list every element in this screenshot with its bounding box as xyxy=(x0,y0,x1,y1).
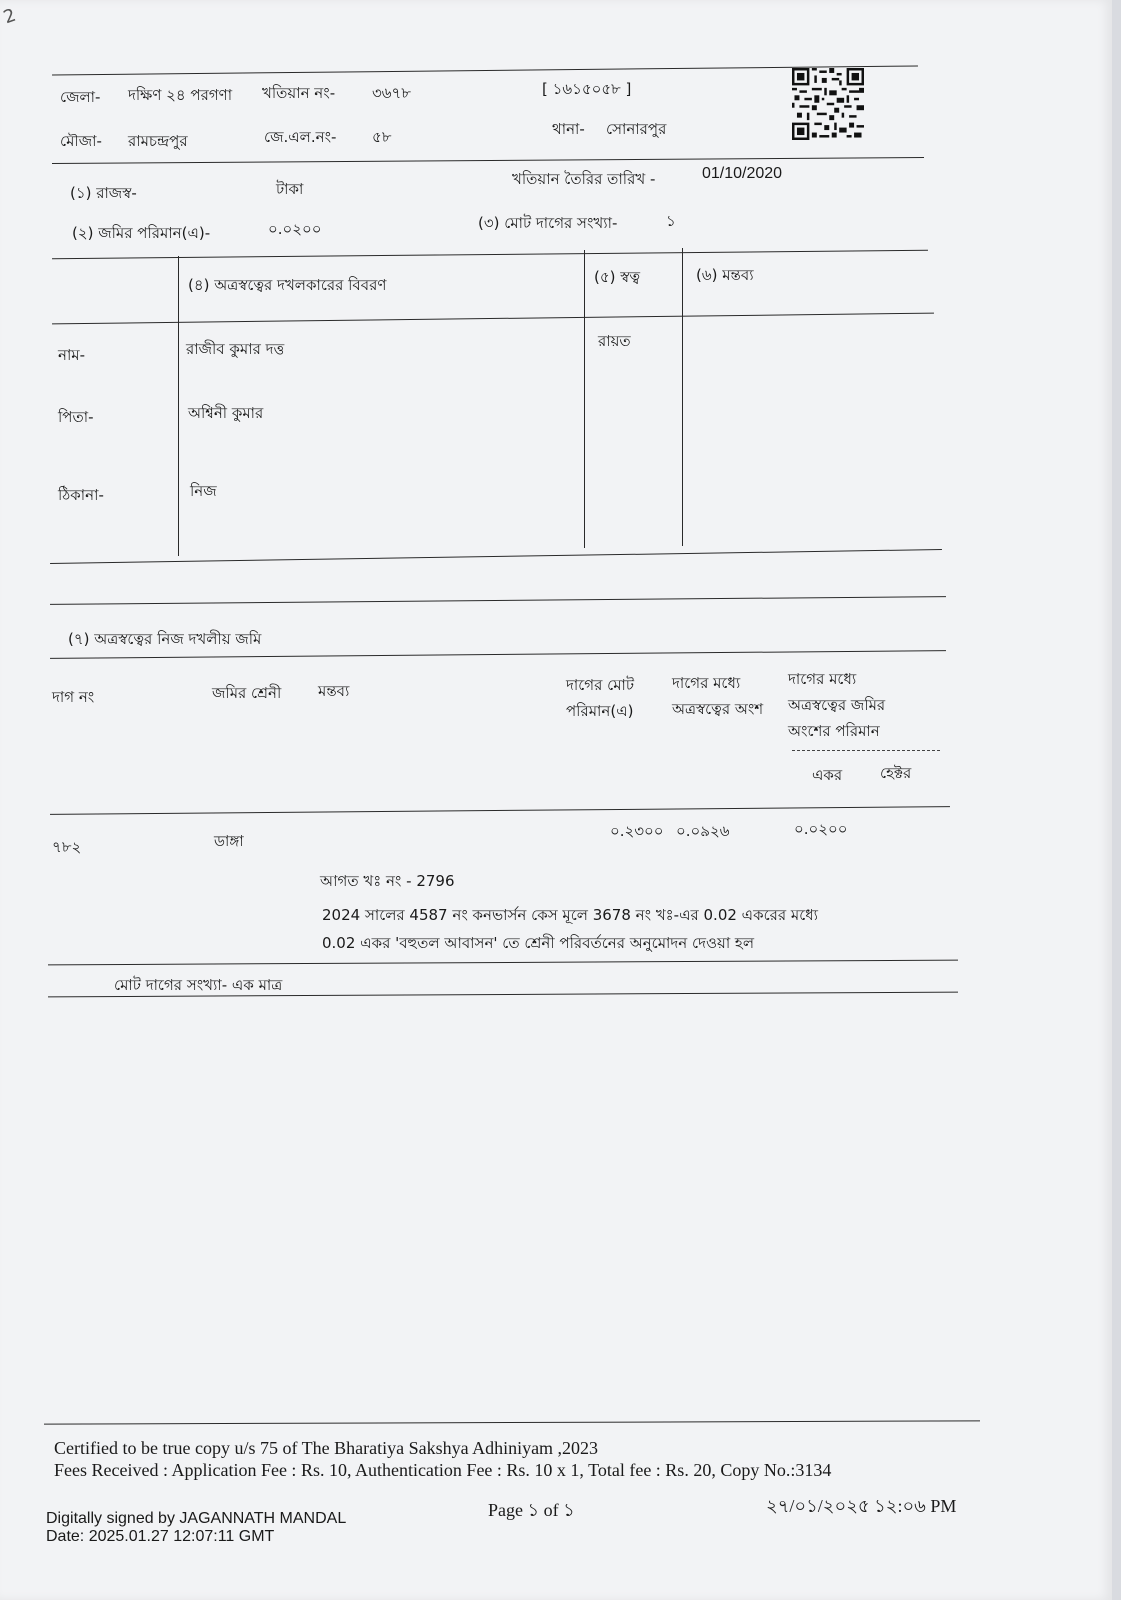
note-bottom-rule xyxy=(48,960,958,966)
owner-col-divider-1 xyxy=(178,256,179,556)
thana-label: থানা- xyxy=(552,120,585,138)
header-top-rule xyxy=(52,65,918,75)
revenue-unit: টাকা xyxy=(276,180,304,198)
date-value: 01/10/2020 xyxy=(702,165,783,182)
owner-table-header-rule xyxy=(52,313,934,325)
mouja-label: মৌজা- xyxy=(60,132,102,150)
land-top-rule xyxy=(50,596,946,605)
name-label: নাম- xyxy=(58,346,86,364)
land-area-label: (২) জমির পরিমান(এ)- xyxy=(72,224,211,242)
owner-col-divider-2 xyxy=(584,250,585,548)
col-class: জমির শ্রেনী xyxy=(212,684,282,702)
land-area-value: ০.০২০০ xyxy=(268,220,322,238)
row-total-area: ০.২৩০০ xyxy=(610,822,664,840)
bracket-number: [ ১৬১৫০৫৮ ] xyxy=(542,80,632,98)
jl-label: জে.এল.নং- xyxy=(264,128,337,146)
col4-header: (৪) অত্রস্বত্বের দখলকারের বিবরণ xyxy=(188,276,387,294)
col-total-1: দাগের মোট xyxy=(566,676,635,694)
name-value: রাজীব কুমার দত্ত xyxy=(186,340,285,358)
col6-header: (৬) মন্তব্য xyxy=(696,266,754,284)
print-timestamp: ২৭/০১/২০২৫ ১২:০৬ PM xyxy=(766,1496,957,1516)
col-dag: দাগ নং xyxy=(52,688,95,706)
row-class: ডাঙ্গা xyxy=(214,832,244,850)
khatian-label: খতিয়ান নং- xyxy=(262,84,336,102)
owner-table-top-rule xyxy=(52,250,928,259)
total-dag-label: (৩) মোট দাগের সংখ্যা- xyxy=(478,214,618,232)
row-share: ০.০৯২৬ xyxy=(676,822,730,840)
jela-label: জেলা- xyxy=(60,88,101,106)
page-number: Page ১ of ১ xyxy=(488,1500,575,1520)
signed-by: Digitally signed by JAGANNATH MANDAL xyxy=(46,1510,347,1527)
footer-rule xyxy=(44,1420,980,1424)
land-header-rule xyxy=(50,806,950,815)
col-area-2: অত্রস্বত্বের জমির xyxy=(788,696,886,714)
date-label: খতিয়ান তৈরির তারিখ - xyxy=(512,170,656,188)
thana-value: সোনারপুর xyxy=(606,120,667,138)
total-dag-value: ১ xyxy=(666,212,676,230)
address-label: ঠিকানা- xyxy=(58,486,104,504)
mouja-value: রামচন্দ্রপুর xyxy=(128,132,188,150)
col-remarks: মন্তব্য xyxy=(318,682,350,700)
note-conversion-line-2: 0.02 একর 'বহুতল আবাসন' তে শ্রেনী পরিবর্তনের অনুমোদন দেওয়া হল xyxy=(322,934,754,952)
corner-mark: 2 xyxy=(0,4,19,29)
col-share-2: অত্রস্বত্বের অংশ xyxy=(672,700,764,718)
col-area-3: অংশের পরিমান xyxy=(788,722,880,740)
right-value: রায়ত xyxy=(598,332,631,350)
row-area: ০.০২০০ xyxy=(794,820,848,838)
qr-code-icon xyxy=(792,68,864,140)
unit-hectare: হেক্টর xyxy=(880,764,912,782)
revenue-label: (১) রাজস্ব- xyxy=(70,184,137,202)
note-conversion-line-1: 2024 সালের 4587 নং কনভার্সন কেস মূলে 3678 নং খঃ-এর 0.02 একরের মধ্যে xyxy=(322,906,818,924)
col-share-1: দাগের মধ্যে xyxy=(672,674,741,692)
col-total-2: পরিমান(এ) xyxy=(566,702,634,720)
land-section-title: (৭) অত্রস্বত্বের নিজ দখলীয় জমি xyxy=(68,630,262,648)
address-value: নিজ xyxy=(190,482,217,500)
note-incoming-khatian: আগত খঃ নং - 2796 xyxy=(320,872,455,890)
signed-date: Date: 2025.01.27 12:07:11 GMT xyxy=(46,1528,275,1545)
certified-text: Certified to be true copy u/s 75 of The Bharatiya Sakshya Adhiniyam ,2023 xyxy=(54,1438,599,1458)
col5-header: (৫) স্বত্ব xyxy=(594,268,641,286)
total-dag-text: মোট দাগের সংখ্যা- এক মাত্র xyxy=(114,976,283,994)
unit-acre: একর xyxy=(812,766,843,784)
jela-value: দক্ষিণ ২৪ পরগণা xyxy=(128,86,233,104)
unit-divider xyxy=(792,750,940,751)
owner-table-bottom-rule xyxy=(50,549,942,564)
fees-text: Fees Received : Application Fee : Rs. 10, Authentication Fee : Rs. 10 x 1, Total fee : Rs. 20, Copy No.:3134 xyxy=(54,1460,832,1480)
header-bottom-rule xyxy=(52,157,924,164)
father-value: অশ্বিনী কুমার xyxy=(188,404,264,422)
khatian-value: ৩৬৭৮ xyxy=(372,84,411,102)
owner-col-divider-3 xyxy=(682,248,683,546)
row-dag: ৭৮২ xyxy=(52,838,82,856)
father-label: পিতা- xyxy=(58,408,94,426)
jl-value: ৫৮ xyxy=(372,128,392,146)
col-area-1: দাগের মধ্যে xyxy=(788,670,857,688)
